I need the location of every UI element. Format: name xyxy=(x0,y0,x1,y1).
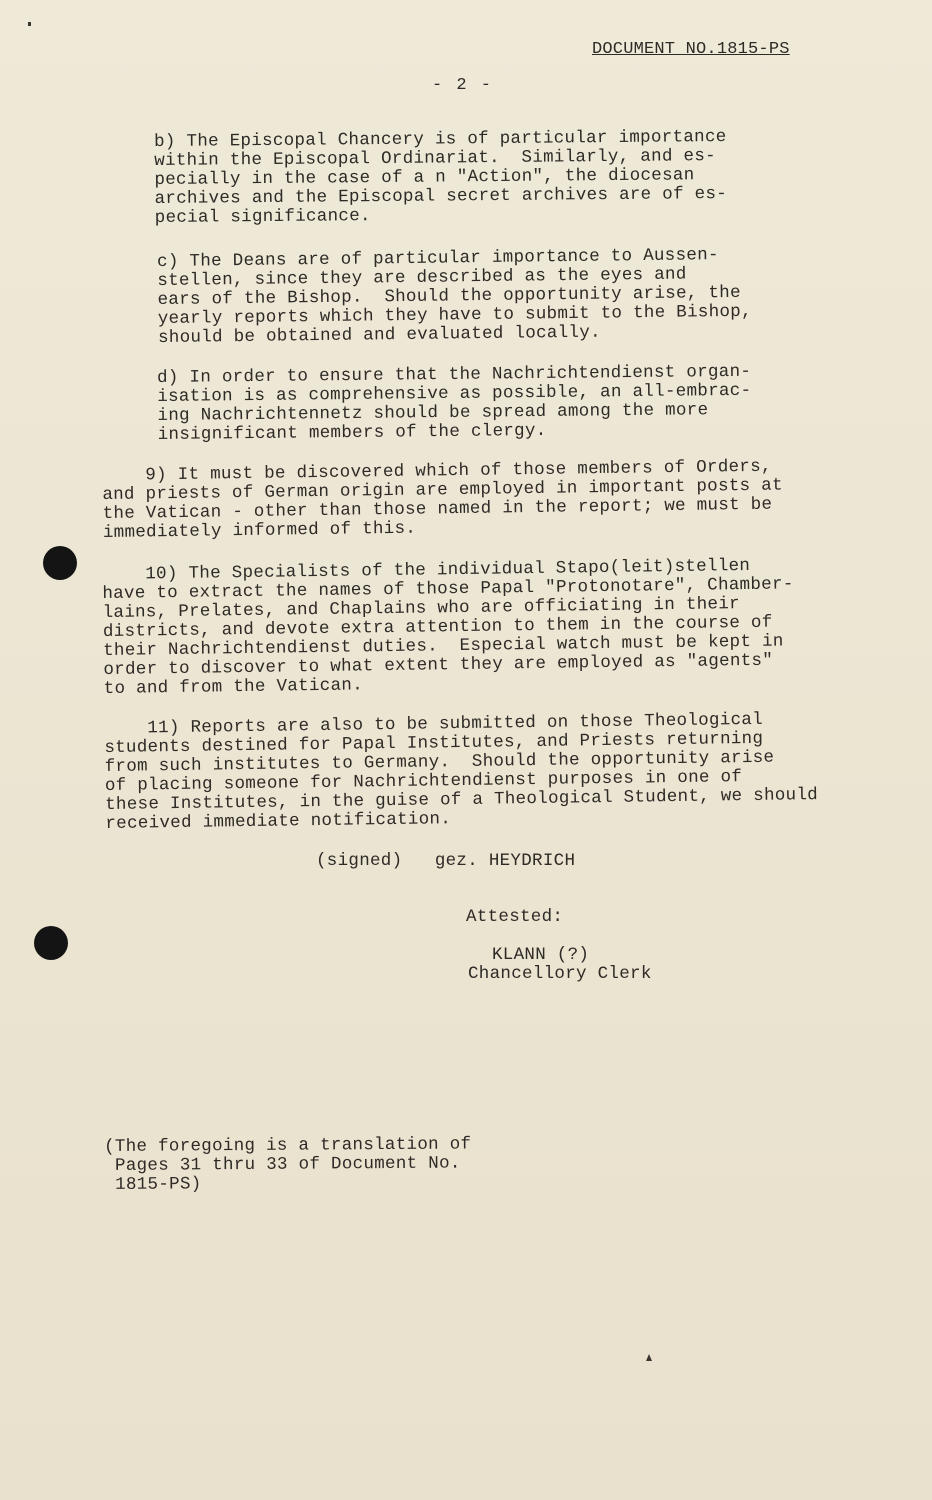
paragraph-9: 9) It must be discovered which of those members of Orders, and priests of German origin are employed in important posts at the Vatican - other than those named in the report; we must be immediately informed of this. xyxy=(101,456,783,543)
translation-note: (The foregoing is a translation of Pages 31 thru 33 of Document No. 1815-PS) xyxy=(103,1134,472,1195)
paragraph-10: 10) The Specialists of the individual Stapo(leit)stellen have to extract the names of those Papal "Protonotare", Chamber- lains, Prelates, and Chaplains who are officiating in their districts, and devote extra attention to them in the course of their Nachrichtendienst duties. Especial watch must be kept in order to discover to what extent they are employed as "agents" to and from the Vatican. xyxy=(101,555,794,699)
attested-label: Attested: xyxy=(466,907,564,927)
document-number: DOCUMENT NO.1815-PS xyxy=(592,40,790,59)
paragraph-d: d) In order to ensure that the Nachrichtendienst organ- isation is as comprehensive as possible, an all-embrac- ing Nachrichtennetz should be spread among the more insignificant members of the clergy. xyxy=(156,361,752,445)
punch-hole-bottom xyxy=(34,926,68,960)
attesting-name: KLANN (?) xyxy=(492,945,590,965)
signature-line: (signed) gez. HEYDRICH xyxy=(316,851,576,871)
page-number: - 2 - xyxy=(432,76,494,95)
paragraph-c: c) The Deans are of particular importance to Aussen- stellen, since they are described as the eyes and ears of the Bishop. Should the opportunity arise, the yearly reports which they have to submit to the Bishop, should be obtained and evaluated locally. xyxy=(156,245,752,348)
paragraph-b: b) The Episcopal Chancery is of particular importance within the Episcopal Ordinariat. Similarly, and es- pecially in the case of a n "Action", the diocesan archives and the Episcopal secret archives are of es- pecial significance. xyxy=(153,127,728,228)
speck-mark xyxy=(28,22,31,26)
pencil-mark xyxy=(646,1354,652,1361)
paragraph-11: 11) Reports are also to be submitted on those Theological students destined for Papal Institutes, and Priests returning from such institutes to Germany. Should the opportunity arise of placing someone for Nachrichtendienst purposes in one of these Institutes, in the guise of a Theological Student, we should received immediate notification. xyxy=(103,709,819,834)
punch-hole-top xyxy=(43,546,77,580)
attesting-title: Chancellory Clerk xyxy=(468,964,652,984)
